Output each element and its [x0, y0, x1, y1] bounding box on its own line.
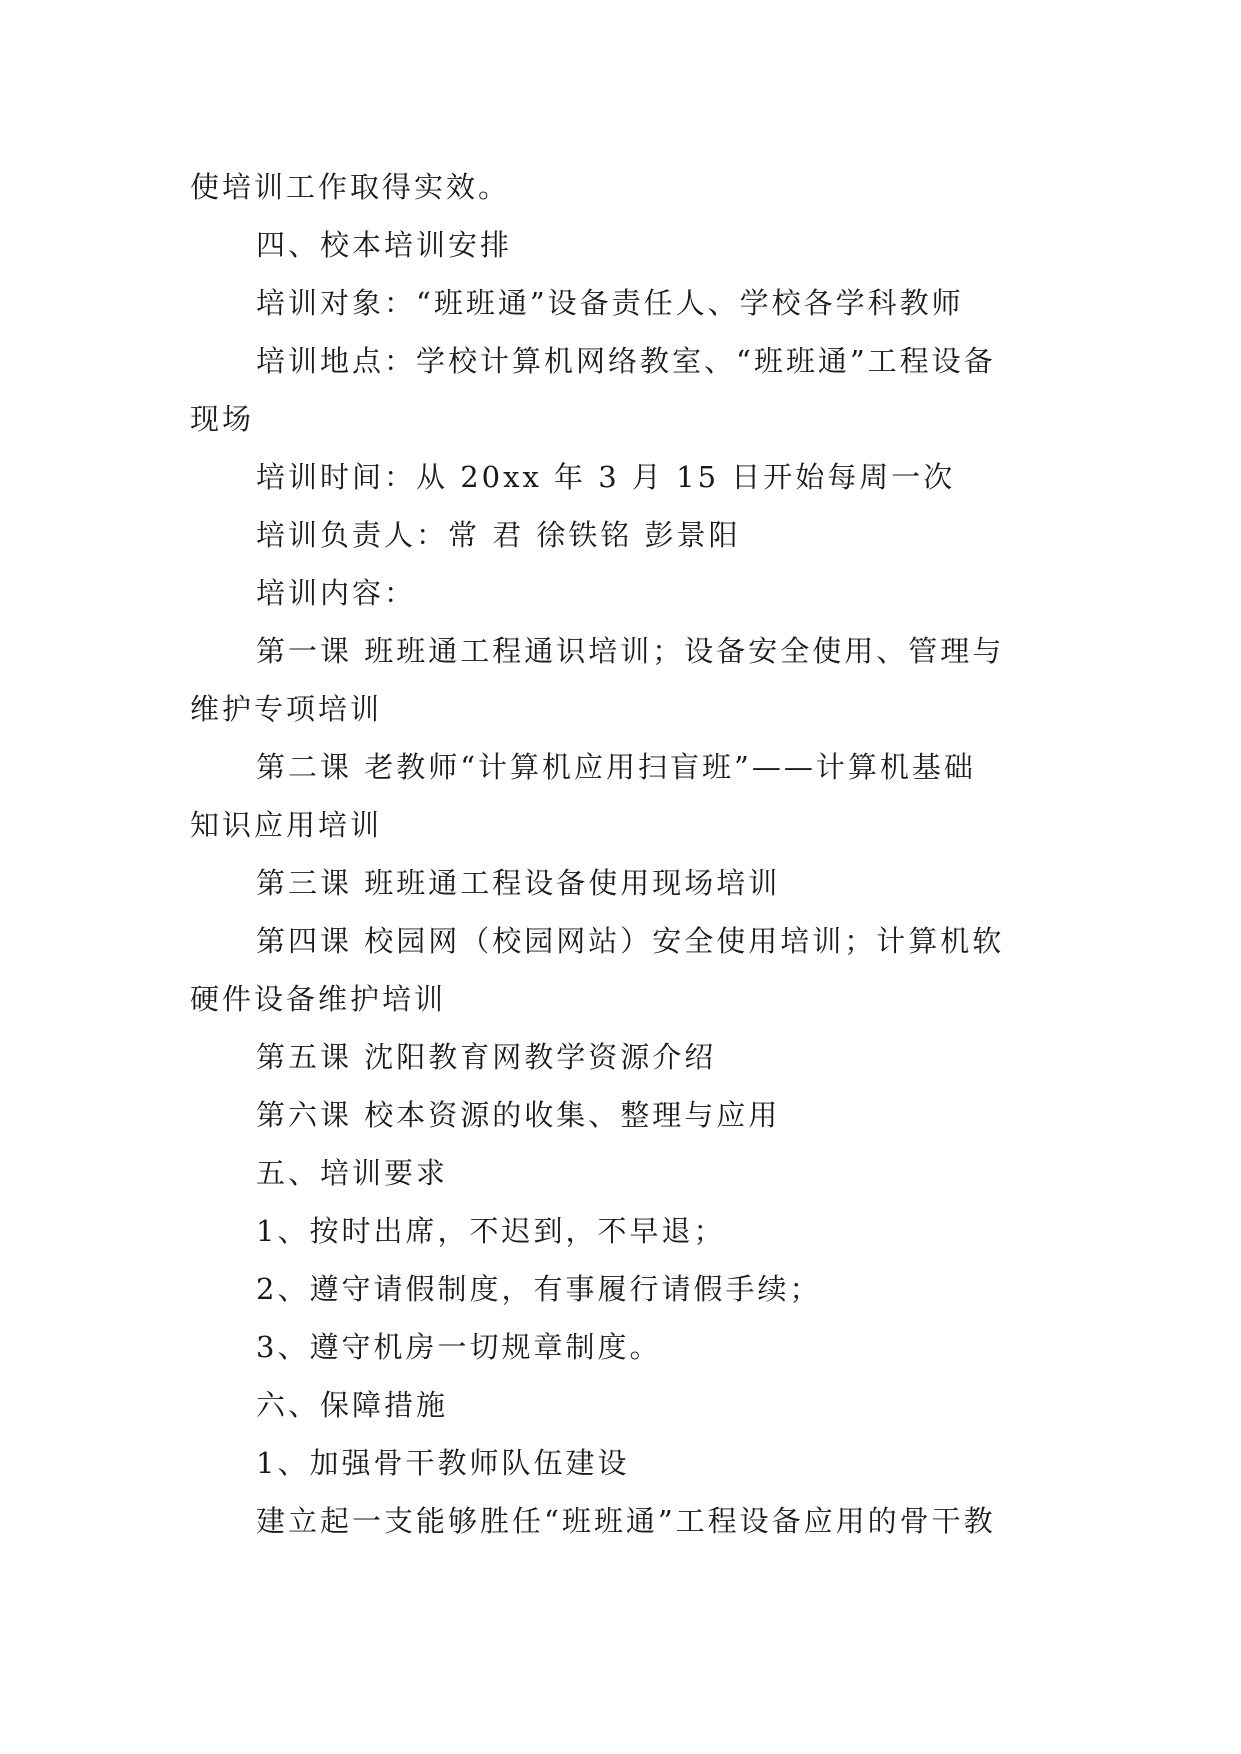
section-heading-training-schedule: 四、校本培训安排 — [256, 228, 513, 262]
text-line: 培训时间：从 20xx 年 3 月 15 日开始每周一次 — [256, 460, 956, 494]
lesson-line: 第二课 老教师“计算机应用扫盲班”——计算机基础 — [256, 750, 976, 784]
lesson-line: 第一课 班班通工程通识培训；设备安全使用、管理与 — [256, 634, 1005, 668]
document-body — [190, 158, 1050, 1550]
section-heading-safeguards: 六、保障措施 — [256, 1388, 449, 1422]
lesson-line: 第四课 校园网（校园网站）安全使用培训；计算机软 — [256, 924, 1005, 958]
text-line: 现场 — [190, 402, 255, 436]
text-line: 使培训工作取得实效。 — [190, 170, 511, 204]
list-item: 2、遵守请假制度，有事履行请假手续； — [256, 1272, 822, 1306]
lesson-line: 第五课 沈阳教育网教学资源介绍 — [256, 1040, 717, 1074]
list-item: 3、遵守机房一切规章制度。 — [256, 1330, 662, 1364]
text-line: 培训负责人：常 君 徐铁铭 彭景阳 — [256, 518, 741, 552]
lesson-line: 第三课 班班通工程设备使用现场培训 — [256, 866, 781, 900]
list-item: 1、加强骨干教师队伍建设 — [256, 1446, 630, 1480]
text-line: 知识应用培训 — [190, 808, 383, 842]
text-line: 培训对象：“班班通”设备责任人、学校各学科教师 — [256, 286, 964, 320]
text-line: 硬件设备维护培训 — [190, 982, 447, 1016]
text-line: 培训地点：学校计算机网络教室、“班班通”工程设备 — [256, 344, 996, 378]
text-line: 建立起一支能够胜任“班班通”工程设备应用的骨干教 — [256, 1504, 996, 1538]
text-line: 培训内容： — [256, 576, 417, 610]
list-item: 1、按时出席，不迟到，不早退； — [256, 1214, 726, 1248]
text-line: 维护专项培训 — [190, 692, 383, 726]
lesson-line: 第六课 校本资源的收集、整理与应用 — [256, 1098, 781, 1132]
section-heading-training-requirements: 五、培训要求 — [256, 1156, 449, 1190]
